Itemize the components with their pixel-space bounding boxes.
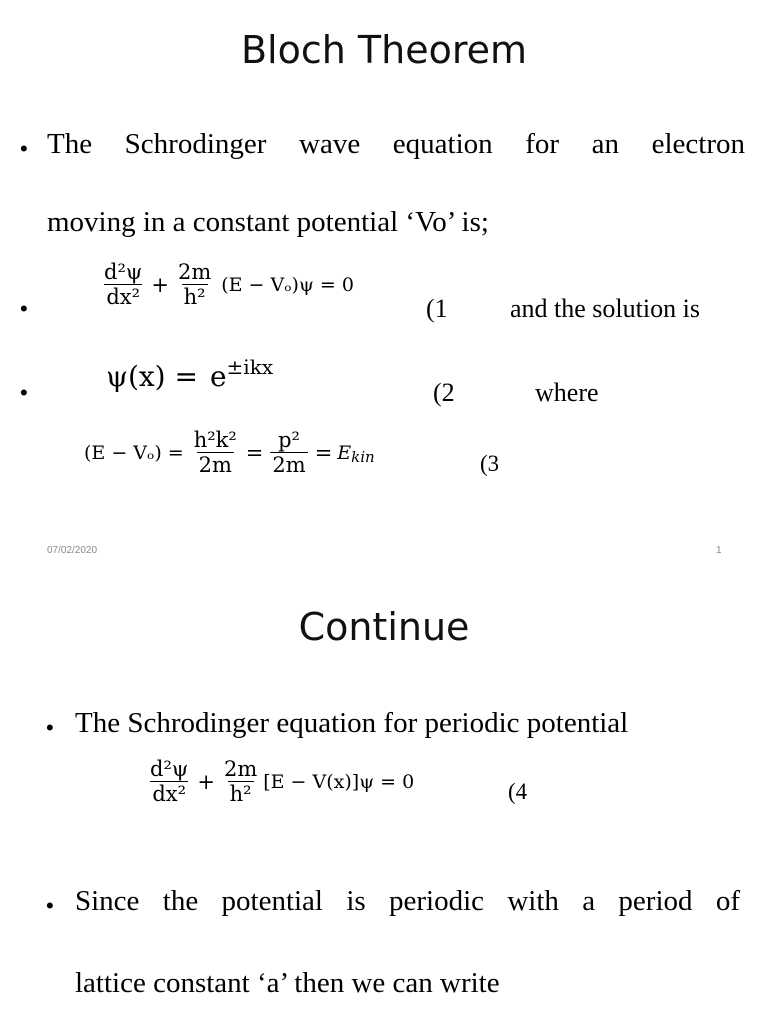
bullet-marker: •: [20, 296, 28, 321]
equation-2: [106, 354, 274, 393]
equation-4: [146, 757, 414, 806]
slide-title: Continue: [298, 605, 470, 649]
fraction: [222, 757, 259, 806]
bullet-text-line-1: The Schrodinger wave equation for an electron: [47, 128, 745, 160]
bullet-marker: •: [46, 893, 54, 918]
denominator: 2m: [198, 453, 232, 478]
bullet-text-line-1: Since the potential is periodic with a period of: [75, 885, 740, 917]
fraction: [176, 260, 213, 309]
kinetic-energy-symbol: E: [337, 441, 352, 464]
numerator: d²ψ: [150, 757, 189, 781]
footer-date: 07/02/2020: [47, 545, 98, 556]
equation-lhs: ψ(x) =: [106, 360, 198, 393]
slide-title: Bloch Theorem: [240, 28, 528, 72]
bullet-text-line-2: moving in a constant potential ‘Vo’ is;: [47, 206, 489, 238]
fraction: [102, 260, 144, 309]
denominator: dx²: [106, 285, 141, 310]
numerator: p²: [278, 428, 300, 452]
exponent: ±ikx: [226, 354, 274, 379]
numerator: 2m: [223, 757, 258, 781]
plus-sign: +: [151, 272, 169, 297]
bullet-text-line-2: lattice constant ‘a’ then we can write: [75, 967, 500, 999]
equation-trailing-text: and the solution is: [510, 294, 700, 323]
equation-number: (4: [508, 779, 528, 804]
equals-sign: =: [245, 440, 264, 465]
equation-3: [84, 428, 375, 477]
bullet-text: The Schrodinger equation for periodic potential: [75, 707, 629, 739]
slide-2: [0, 565, 768, 1024]
equation-rest: (E − Vₒ)ψ = 0: [221, 273, 354, 296]
kinetic-energy-subscript: kin: [351, 447, 375, 466]
bullet-marker: •: [46, 715, 54, 740]
equation-1: [100, 260, 354, 309]
exponential-base: e: [209, 360, 227, 393]
numerator: h²k²: [193, 428, 237, 452]
denominator: 2m: [272, 453, 306, 478]
equation-lhs: (E − Vₒ) =: [84, 441, 184, 464]
equation-number: (3: [480, 451, 500, 476]
equation-rest: [E − V(x)]ψ = 0: [263, 770, 415, 793]
equation-number: (1: [426, 294, 448, 323]
denominator: dx²: [152, 782, 187, 807]
fraction: [192, 428, 239, 477]
bullet-marker: •: [20, 380, 28, 405]
footer-page-number: 1: [716, 545, 722, 556]
fraction: [148, 757, 190, 806]
plus-sign: +: [197, 769, 215, 794]
denominator: h²: [229, 782, 252, 807]
bullet-marker: •: [20, 136, 28, 161]
numerator: 2m: [177, 260, 212, 284]
equals-sign: =: [314, 440, 333, 465]
denominator: h²: [183, 285, 206, 310]
fraction: [270, 428, 307, 477]
equation-trailing-text: where: [535, 378, 599, 407]
equation-number: (2: [433, 378, 455, 407]
numerator: d²ψ: [104, 260, 143, 284]
